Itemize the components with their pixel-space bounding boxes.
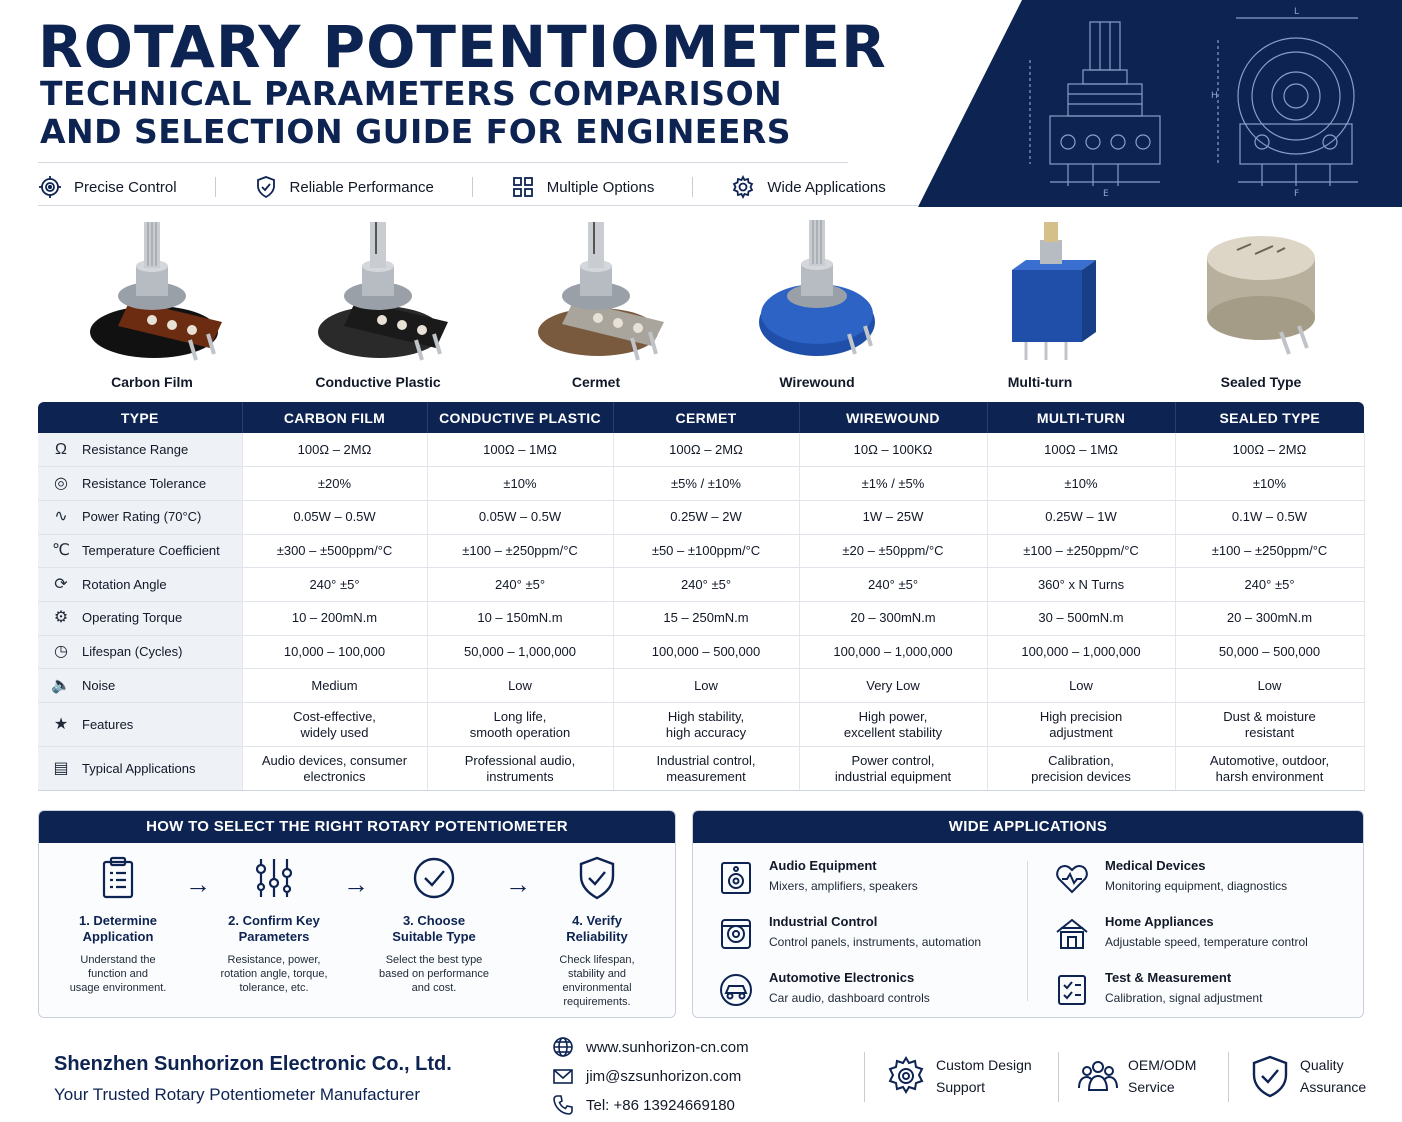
app-description: Mixers, amplifiers, speakers: [769, 879, 918, 893]
app-title: Automotive Electronics: [769, 970, 915, 985]
potentiometer-image: [737, 214, 897, 364]
table-header-row: [38, 402, 1364, 433]
table-cell: Low: [1175, 669, 1364, 703]
parameter-name-cell: [38, 601, 242, 635]
product-carbon-film: [52, 214, 252, 398]
product-gallery: [38, 214, 1364, 398]
parameter-icon: ⚙: [53, 609, 69, 627]
table-cell: 30 – 500mN.m: [987, 601, 1175, 635]
table-row: [38, 747, 1364, 791]
parameter-label: Power Rating (70°C): [82, 509, 202, 525]
shield-check-icon: [574, 855, 620, 901]
table-cell: 50,000 – 500,000: [1175, 635, 1364, 669]
parameter-label: Noise: [82, 677, 116, 693]
potentiometer-image: [1181, 214, 1341, 364]
parameter-icon: ◷: [54, 642, 68, 660]
app-title: Industrial Control: [769, 914, 878, 929]
table-cell: Dust & moisture resistant: [1175, 703, 1364, 747]
table-cell: ±1% / ±5%: [799, 467, 987, 501]
checklist-icon: [1053, 971, 1091, 1009]
table-row: [38, 433, 1364, 467]
page-subtitle-line2: AND SELECTION GUIDE FOR ENGINEERS: [40, 112, 792, 151]
parameter-icon: ▤: [53, 759, 69, 777]
app-description: Car audio, dashboard controls: [769, 991, 930, 1005]
feature-multiple-options: [511, 175, 655, 199]
column-header-type: TYPE: [38, 402, 242, 433]
team-icon: [1076, 1054, 1120, 1098]
parameter-name-cell: [38, 467, 242, 501]
phone-icon: [552, 1094, 574, 1116]
comparison-table: [38, 402, 1365, 791]
feature-wide-applications: [731, 175, 885, 199]
feature-label: Wide Applications: [767, 178, 886, 196]
company-tagline: Your Trusted Rotary Potentiometer Manufacturer: [54, 1085, 420, 1104]
control-panel-icon: [717, 915, 755, 953]
phone-number[interactable]: Tel: +86 13924669180: [586, 1096, 735, 1114]
parameter-icon: ★: [53, 715, 69, 733]
app-title: Medical Devices: [1105, 858, 1206, 873]
parameter-name-cell: [38, 669, 242, 703]
app-description: Calibration, signal adjustment: [1105, 991, 1263, 1005]
table-cell: 10 – 150mN.m: [427, 601, 613, 635]
table-cell: ±10%: [427, 467, 613, 501]
table-row: [38, 500, 1364, 534]
table-cell: 0.05W – 0.5W: [427, 500, 613, 534]
product-multi-turn: [940, 214, 1140, 398]
divider: [215, 177, 216, 197]
table-cell: ±100 – ±250ppm/°C: [427, 534, 613, 568]
divider: [472, 177, 473, 197]
table-cell: ±300 – ±500ppm/°C: [242, 534, 427, 568]
table-cell: Cost-effective, widely used: [242, 703, 427, 747]
badge-quality-assurance: [1248, 1054, 1366, 1098]
feature-label: Reliable Performance: [289, 178, 434, 196]
table-cell: 100Ω – 2MΩ: [242, 433, 427, 467]
column-header: CARBON FILM: [242, 402, 427, 433]
table-row: [38, 703, 1364, 747]
table-cell: ±10%: [987, 467, 1175, 501]
product-label: Multi-turn: [1007, 374, 1073, 390]
parameter-name-cell: [38, 534, 242, 568]
product-label: Cermet: [571, 374, 621, 390]
arrow-icon: →: [505, 869, 531, 899]
product-label: Carbon Film: [111, 374, 193, 390]
speaker-icon: [717, 859, 755, 897]
app-description: Adjustable speed, temperature control: [1105, 935, 1308, 949]
step-description: Check lifespan, stability and environmental requirements.: [559, 954, 635, 1008]
badge-line1: Custom Design: [936, 1057, 1032, 1073]
table-cell: 10 – 200mN.m: [242, 601, 427, 635]
product-label: Sealed Type: [1220, 374, 1302, 390]
parameter-label: Temperature Coefficient: [82, 542, 220, 558]
product-cermet: [496, 214, 696, 398]
table-row: [38, 635, 1364, 669]
table-cell: 15 – 250mN.m: [613, 601, 799, 635]
table-cell: ±5% / ±10%: [613, 467, 799, 501]
badge-custom-design: [884, 1054, 1032, 1098]
table-cell: ±20%: [242, 467, 427, 501]
parameter-name-cell: [38, 747, 242, 791]
step-choose-type: [359, 855, 509, 995]
step-description: Resistance, power, rotation angle, torque, tolerance, etc.: [220, 954, 328, 994]
page-title: ROTARY POTENTIOMETER: [38, 13, 887, 81]
table-cell: 100Ω – 2MΩ: [613, 433, 799, 467]
product-conductive-plastic: [278, 214, 478, 398]
table-cell: 100,000 – 1,000,000: [987, 635, 1175, 669]
table-cell: Low: [427, 669, 613, 703]
table-cell: 10Ω – 100KΩ: [799, 433, 987, 467]
table-cell: 100Ω – 2MΩ: [1175, 433, 1364, 467]
column-header: SEALED TYPE: [1175, 402, 1364, 433]
parameter-label: Resistance Tolerance: [82, 475, 207, 491]
app-medical-devices: [1053, 857, 1287, 901]
parameter-label: Resistance Range: [82, 441, 189, 457]
clipboard-icon: [95, 855, 141, 901]
page-subtitle-line1: TECHNICAL PARAMETERS COMPARISON: [40, 74, 783, 113]
table-cell: 0.25W – 2W: [613, 500, 799, 534]
heart-monitor-icon: [1053, 859, 1091, 897]
shield-check-icon: [254, 175, 278, 199]
parameter-label: Lifespan (Cycles): [82, 643, 183, 659]
app-description: Monitoring equipment, diagnostics: [1105, 879, 1288, 893]
table-cell: 100,000 – 500,000: [613, 635, 799, 669]
product-label: Wirewound: [779, 374, 855, 390]
table-cell: 360° x N Turns: [987, 568, 1175, 602]
parameter-name-cell: [38, 635, 242, 669]
panel-title: WIDE APPLICATIONS: [693, 811, 1363, 843]
table-cell: 50,000 – 1,000,000: [427, 635, 613, 669]
table-cell: 20 – 300mN.m: [799, 601, 987, 635]
badge-line2: Support: [936, 1079, 986, 1095]
step-title: 3. Choose Suitable Type: [392, 913, 476, 944]
badge-line2: Assurance: [1300, 1079, 1367, 1095]
parameter-label: Typical Applications: [82, 760, 196, 776]
parameter-label: Operating Torque: [82, 610, 183, 626]
table-cell: 20 – 300mN.m: [1175, 601, 1364, 635]
table-cell: Medium: [242, 669, 427, 703]
table-row: [38, 534, 1364, 568]
parameter-icon: ◎: [54, 474, 68, 492]
drawing-label-e: E: [1103, 189, 1109, 199]
app-title: Test & Measurement: [1105, 970, 1232, 985]
feature-label: Multiple Options: [546, 178, 655, 196]
divider: [38, 162, 848, 163]
mail-icon: [552, 1065, 574, 1087]
potentiometer-image: [516, 214, 676, 364]
step-description: Understand the function and usage environment.: [69, 954, 167, 994]
app-test-measurement: [1053, 969, 1262, 1013]
parameter-name-cell: [38, 500, 242, 534]
step-determine-application: [43, 855, 193, 995]
table-row: [38, 669, 1364, 703]
sliders-icon: [251, 855, 297, 901]
app-title: Audio Equipment: [769, 858, 877, 873]
step-verify-reliability: [522, 855, 672, 1009]
table-row: [38, 467, 1364, 501]
column-header: CERMET: [613, 402, 799, 433]
badge-line1: Quality: [1300, 1057, 1344, 1073]
email-link[interactable]: jim@szsunhorizon.com: [586, 1067, 742, 1085]
panel-title: HOW TO SELECT THE RIGHT ROTARY POTENTIOMETER: [39, 811, 675, 843]
table-cell: Low: [613, 669, 799, 703]
technical-drawing-panel: [918, 0, 1402, 207]
table-cell: Industrial control, measurement: [613, 747, 799, 791]
table-cell: Professional audio, instruments: [427, 747, 613, 791]
table-cell: 240° ±5°: [242, 568, 427, 602]
car-icon: [717, 971, 755, 1009]
badge-oem-odm: [1076, 1054, 1196, 1098]
app-title: Home Appliances: [1105, 914, 1214, 929]
table-row: [38, 568, 1364, 602]
parameter-icon: ∿: [54, 508, 68, 526]
app-automotive-electronics: [717, 969, 930, 1013]
divider: [1058, 1052, 1059, 1102]
divider: [38, 205, 918, 206]
table-cell: 240° ±5°: [613, 568, 799, 602]
divider: [864, 1052, 865, 1102]
badge-line1: OEM/ODM: [1128, 1057, 1197, 1073]
table-cell: Calibration, precision devices: [987, 747, 1175, 791]
gear-icon: [731, 175, 755, 199]
table-cell: 10,000 – 100,000: [242, 635, 427, 669]
table-cell: Low: [987, 669, 1175, 703]
parameter-icon: Ω: [55, 440, 67, 458]
table-cell: Power control, industrial equipment: [799, 747, 987, 791]
parameter-icon: ℃: [52, 541, 70, 559]
table-cell: Automotive, outdoor, harsh environment: [1175, 747, 1364, 791]
parameter-name-cell: [38, 433, 242, 467]
divider: [692, 177, 693, 197]
company-name: Shenzhen Sunhorizon Electronic Co., Ltd.: [54, 1053, 452, 1075]
parameter-label: Rotation Angle: [82, 576, 167, 592]
table-cell: Long life, smooth operation: [427, 703, 613, 747]
step-description: Select the best type based on performance and cost.: [378, 954, 490, 994]
home-icon: [1053, 915, 1091, 953]
table-cell: 240° ±5°: [1175, 568, 1364, 602]
table-cell: 0.1W – 0.5W: [1175, 500, 1364, 534]
table-cell: 0.05W – 0.5W: [242, 500, 427, 534]
table-cell: High stability, high accuracy: [613, 703, 799, 747]
parameter-name-cell: [38, 703, 242, 747]
step-confirm-parameters: [199, 855, 349, 995]
column-header: MULTI-TURN: [987, 402, 1175, 433]
arrow-icon: →: [185, 869, 211, 899]
potentiometer-image: [298, 214, 458, 364]
drawing-label-f: F: [1294, 189, 1300, 199]
target-icon: [38, 175, 62, 199]
feature-label: Precise Control: [74, 178, 177, 196]
globe-icon: [552, 1036, 574, 1058]
step-title: 2. Confirm Key Parameters: [228, 913, 320, 944]
table-row: [38, 601, 1364, 635]
website-link[interactable]: www.sunhorizon-cn.com: [586, 1038, 749, 1056]
table-cell: ±50 – ±100ppm/°C: [613, 534, 799, 568]
table-cell: ±20 – ±50ppm/°C: [799, 534, 987, 568]
app-industrial-control: [717, 913, 981, 957]
feature-precise-control: [38, 175, 177, 199]
drawing-label-l: L: [1294, 7, 1300, 17]
check-circle-icon: [411, 855, 457, 901]
badge-line2: Service: [1128, 1079, 1175, 1095]
table-cell: Very Low: [799, 669, 987, 703]
parameter-name-cell: [38, 568, 242, 602]
applications-panel: [692, 810, 1364, 1018]
divider: [1027, 861, 1028, 1001]
table-cell: ±100 – ±250ppm/°C: [1175, 534, 1364, 568]
header: [0, 0, 1402, 207]
table-cell: High power, excellent stability: [799, 703, 987, 747]
parameter-icon: ⟳: [54, 575, 68, 593]
table-cell: 0.25W – 1W: [987, 500, 1175, 534]
product-sealed-type: [1161, 214, 1361, 398]
product-wirewound: [717, 214, 917, 398]
contact-website[interactable]: [552, 1036, 749, 1058]
potentiometer-image: [72, 214, 232, 364]
app-audio-equipment: [717, 857, 918, 901]
table-cell: 240° ±5°: [427, 568, 613, 602]
arrow-icon: →: [343, 869, 369, 899]
table-cell: 240° ±5°: [799, 568, 987, 602]
product-label: Conductive Plastic: [315, 374, 441, 390]
step-title: 4. Verify Reliability: [566, 913, 628, 944]
contact-email[interactable]: [552, 1065, 741, 1087]
table-cell: ±100 – ±250ppm/°C: [987, 534, 1175, 568]
app-description: Control panels, instruments, automation: [769, 935, 982, 949]
potentiometer-image: [960, 214, 1120, 364]
table-cell: 100Ω – 1MΩ: [987, 433, 1175, 467]
table-cell: 1W – 25W: [799, 500, 987, 534]
table-cell: ±10%: [1175, 467, 1364, 501]
app-home-appliances: [1053, 913, 1308, 957]
feature-reliable-performance: [254, 175, 434, 199]
divider: [1228, 1052, 1229, 1102]
column-header: CONDUCTIVE PLASTIC: [427, 402, 613, 433]
parameter-label: Features: [82, 716, 134, 732]
contact-phone[interactable]: [552, 1094, 735, 1116]
table-cell: 100,000 – 1,000,000: [799, 635, 987, 669]
table-cell: 100Ω – 1MΩ: [427, 433, 613, 467]
step-title: 1. Determine Application: [78, 913, 158, 944]
shield-check-icon: [1248, 1054, 1292, 1098]
parameter-icon: 🔈: [51, 676, 71, 694]
feature-highlights: [38, 170, 886, 204]
drawing-label-h: H: [1211, 91, 1218, 101]
gear-icon: [884, 1054, 928, 1098]
grid-icon: [511, 175, 535, 199]
column-header: WIREWOUND: [799, 402, 987, 433]
selection-guide-panel: [38, 810, 676, 1018]
table-cell: High precision adjustment: [987, 703, 1175, 747]
table-cell: Audio devices, consumer electronics: [242, 747, 427, 791]
